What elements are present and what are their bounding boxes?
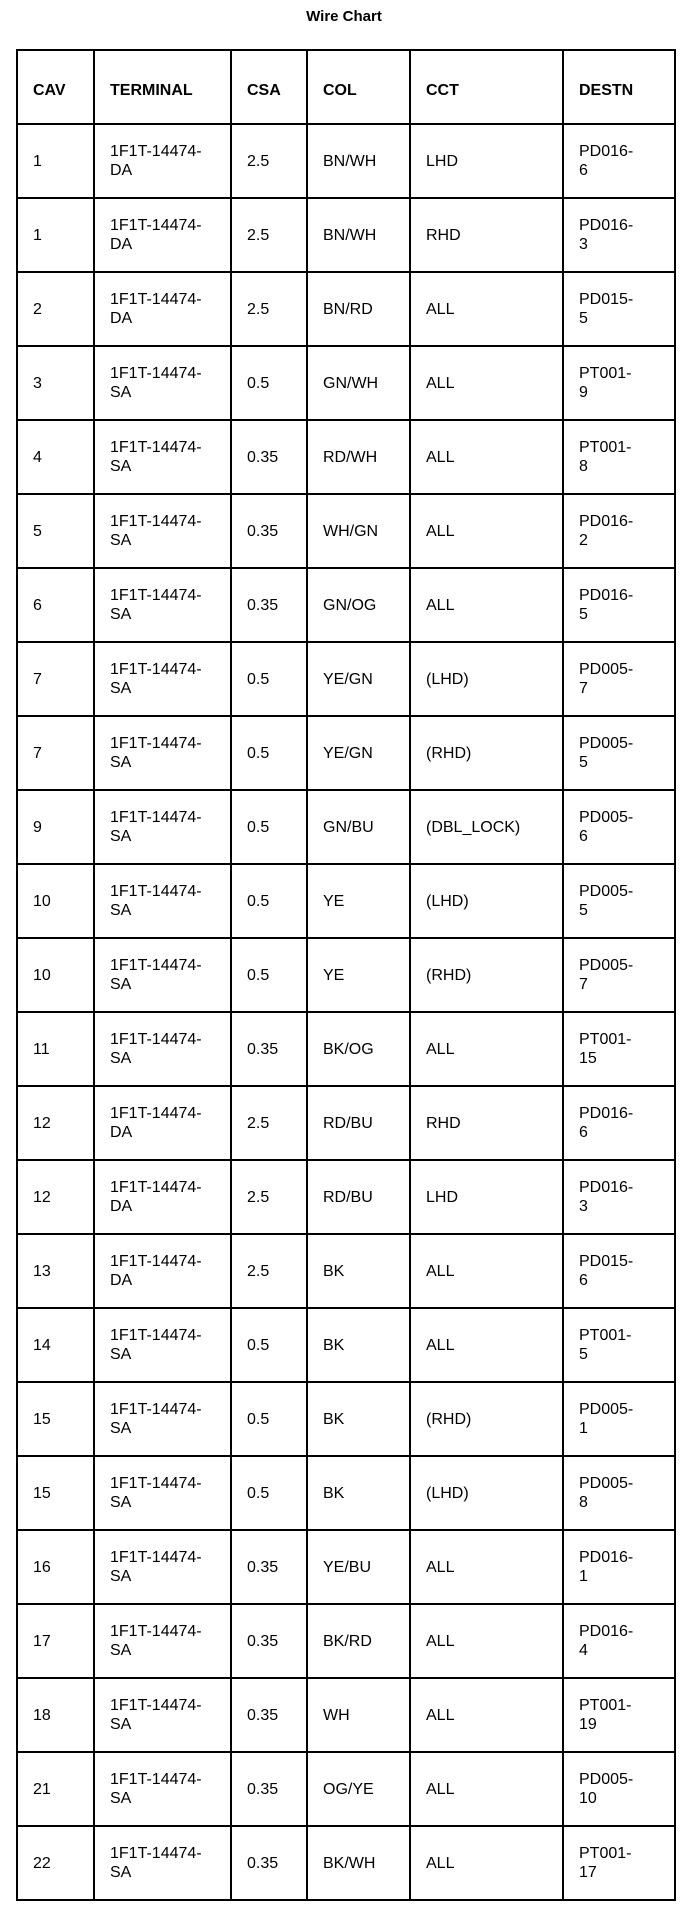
cell-cct: RHD <box>410 198 563 272</box>
cell-terminal: 1F1T-14474- SA <box>94 1012 231 1086</box>
cell-terminal: 1F1T-14474- SA <box>94 1382 231 1456</box>
cell-cct: ALL <box>410 1604 563 1678</box>
cell-cav: 18 <box>17 1678 94 1752</box>
table-row <box>17 1530 675 1604</box>
cell-destn: PD005- 10 <box>563 1752 675 1826</box>
cell-csa: 2.5 <box>231 272 307 346</box>
cell-cct: (RHD) <box>410 938 563 1012</box>
cell-cav: 7 <box>17 716 94 790</box>
cell-cct: ALL <box>410 1308 563 1382</box>
column-header-csa: CSA <box>231 50 307 124</box>
table-row <box>17 1234 675 1308</box>
cell-cct: ALL <box>410 1826 563 1900</box>
cell-cav: 3 <box>17 346 94 420</box>
cell-cav: 5 <box>17 494 94 568</box>
table-row <box>17 1456 675 1530</box>
table-row <box>17 1678 675 1752</box>
cell-col: BK <box>307 1382 410 1456</box>
cell-col: RD/WH <box>307 420 410 494</box>
column-header-terminal: TERMINAL <box>94 50 231 124</box>
table-row <box>17 198 675 272</box>
cell-csa: 0.5 <box>231 938 307 1012</box>
cell-terminal: 1F1T-14474- SA <box>94 1530 231 1604</box>
cell-csa: 0.5 <box>231 864 307 938</box>
cell-destn: PD016- 3 <box>563 198 675 272</box>
cell-terminal: 1F1T-14474- SA <box>94 1604 231 1678</box>
table-row <box>17 124 675 198</box>
cell-col: WH/GN <box>307 494 410 568</box>
cell-csa: 2.5 <box>231 1234 307 1308</box>
cell-cct: ALL <box>410 1530 563 1604</box>
cell-csa: 0.35 <box>231 568 307 642</box>
table-row <box>17 1604 675 1678</box>
cell-terminal: 1F1T-14474- DA <box>94 198 231 272</box>
cell-terminal: 1F1T-14474- DA <box>94 1086 231 1160</box>
cell-csa: 0.5 <box>231 1456 307 1530</box>
table-row <box>17 716 675 790</box>
cell-destn: PD005- 6 <box>563 790 675 864</box>
cell-csa: 2.5 <box>231 198 307 272</box>
cell-cct: LHD <box>410 124 563 198</box>
cell-terminal: 1F1T-14474- DA <box>94 272 231 346</box>
column-header-cav: CAV <box>17 50 94 124</box>
cell-terminal: 1F1T-14474- SA <box>94 346 231 420</box>
cell-cav: 6 <box>17 568 94 642</box>
cell-csa: 0.35 <box>231 1012 307 1086</box>
cell-col: GN/WH <box>307 346 410 420</box>
cell-cav: 10 <box>17 864 94 938</box>
table-row <box>17 420 675 494</box>
cell-cav: 21 <box>17 1752 94 1826</box>
cell-terminal: 1F1T-14474- DA <box>94 1160 231 1234</box>
table-row <box>17 864 675 938</box>
cell-terminal: 1F1T-14474- SA <box>94 568 231 642</box>
cell-destn: PT001- 15 <box>563 1012 675 1086</box>
cell-csa: 0.5 <box>231 1308 307 1382</box>
cell-terminal: 1F1T-14474- SA <box>94 1678 231 1752</box>
cell-csa: 0.35 <box>231 1604 307 1678</box>
cell-csa: 0.35 <box>231 494 307 568</box>
cell-cct: ALL <box>410 1678 563 1752</box>
cell-destn: PD005- 1 <box>563 1382 675 1456</box>
cell-destn: PD016- 2 <box>563 494 675 568</box>
cell-destn: PT001- 5 <box>563 1308 675 1382</box>
table-row <box>17 494 675 568</box>
cell-terminal: 1F1T-14474- SA <box>94 938 231 1012</box>
table-row <box>17 790 675 864</box>
cell-col: YE/BU <box>307 1530 410 1604</box>
table-row <box>17 1160 675 1234</box>
cell-destn: PT001- 17 <box>563 1826 675 1900</box>
cell-cav: 12 <box>17 1160 94 1234</box>
cell-terminal: 1F1T-14474- SA <box>94 1456 231 1530</box>
cell-csa: 0.35 <box>231 1530 307 1604</box>
cell-cct: ALL <box>410 420 563 494</box>
cell-destn: PD015- 6 <box>563 1234 675 1308</box>
cell-csa: 2.5 <box>231 1160 307 1234</box>
table-row <box>17 1382 675 1456</box>
cell-col: RD/BU <box>307 1160 410 1234</box>
cell-destn: PD005- 7 <box>563 938 675 1012</box>
cell-cav: 17 <box>17 1604 94 1678</box>
cell-cct: (RHD) <box>410 1382 563 1456</box>
cell-destn: PD016- 6 <box>563 1086 675 1160</box>
cell-cav: 14 <box>17 1308 94 1382</box>
table-body <box>17 124 675 1900</box>
cell-col: BK/WH <box>307 1826 410 1900</box>
column-header-col: COL <box>307 50 410 124</box>
cell-terminal: 1F1T-14474- SA <box>94 864 231 938</box>
cell-col: BK/OG <box>307 1012 410 1086</box>
cell-csa: 0.35 <box>231 420 307 494</box>
cell-cav: 12 <box>17 1086 94 1160</box>
table-row <box>17 642 675 716</box>
cell-cct: ALL <box>410 494 563 568</box>
column-header-destn: DESTN <box>563 50 675 124</box>
cell-col: WH <box>307 1678 410 1752</box>
cell-csa: 2.5 <box>231 1086 307 1160</box>
table-row <box>17 346 675 420</box>
cell-col: YE/GN <box>307 642 410 716</box>
cell-cct: ALL <box>410 346 563 420</box>
cell-terminal: 1F1T-14474- SA <box>94 790 231 864</box>
cell-cav: 2 <box>17 272 94 346</box>
cell-destn: PD015- 5 <box>563 272 675 346</box>
cell-cav: 1 <box>17 124 94 198</box>
cell-cav: 7 <box>17 642 94 716</box>
cell-csa: 0.35 <box>231 1826 307 1900</box>
table-row <box>17 1012 675 1086</box>
cell-cav: 4 <box>17 420 94 494</box>
cell-destn: PT001- 9 <box>563 346 675 420</box>
cell-terminal: 1F1T-14474- SA <box>94 494 231 568</box>
cell-destn: PD005- 8 <box>563 1456 675 1530</box>
cell-terminal: 1F1T-14474- DA <box>94 124 231 198</box>
cell-cct: (LHD) <box>410 864 563 938</box>
cell-cct: ALL <box>410 1234 563 1308</box>
cell-cav: 9 <box>17 790 94 864</box>
cell-cav: 1 <box>17 198 94 272</box>
cell-destn: PD005- 5 <box>563 716 675 790</box>
cell-cct: (RHD) <box>410 716 563 790</box>
cell-csa: 2.5 <box>231 124 307 198</box>
cell-terminal: 1F1T-14474- SA <box>94 716 231 790</box>
cell-cct: ALL <box>410 1752 563 1826</box>
cell-cav: 13 <box>17 1234 94 1308</box>
cell-cav: 15 <box>17 1456 94 1530</box>
cell-col: BN/WH <box>307 198 410 272</box>
cell-destn: PD005- 7 <box>563 642 675 716</box>
cell-cct: (LHD) <box>410 1456 563 1530</box>
cell-col: BK/RD <box>307 1604 410 1678</box>
cell-cct: ALL <box>410 568 563 642</box>
cell-csa: 0.5 <box>231 790 307 864</box>
cell-terminal: 1F1T-14474- SA <box>94 1308 231 1382</box>
cell-col: GN/OG <box>307 568 410 642</box>
cell-cct: (DBL_LOCK) <box>410 790 563 864</box>
cell-terminal: 1F1T-14474- SA <box>94 420 231 494</box>
table-row <box>17 938 675 1012</box>
cell-csa: 0.5 <box>231 1382 307 1456</box>
cell-col: YE <box>307 864 410 938</box>
cell-col: BN/WH <box>307 124 410 198</box>
cell-cav: 11 <box>17 1012 94 1086</box>
cell-destn: PD016- 5 <box>563 568 675 642</box>
column-header-cct: CCT <box>410 50 563 124</box>
cell-cav: 15 <box>17 1382 94 1456</box>
cell-cct: ALL <box>410 272 563 346</box>
cell-destn: PD016- 6 <box>563 124 675 198</box>
table-row <box>17 1752 675 1826</box>
cell-terminal: 1F1T-14474- DA <box>94 1234 231 1308</box>
cell-col: GN/BU <box>307 790 410 864</box>
cell-col: YE/GN <box>307 716 410 790</box>
cell-cct: (LHD) <box>410 642 563 716</box>
wire-chart-table <box>16 49 676 1901</box>
cell-destn: PD005- 5 <box>563 864 675 938</box>
cell-destn: PT001- 8 <box>563 420 675 494</box>
cell-destn: PD016- 3 <box>563 1160 675 1234</box>
cell-cav: 16 <box>17 1530 94 1604</box>
cell-col: RD/BU <box>307 1086 410 1160</box>
cell-csa: 0.5 <box>231 346 307 420</box>
cell-csa: 0.35 <box>231 1752 307 1826</box>
cell-csa: 0.5 <box>231 716 307 790</box>
table-row <box>17 568 675 642</box>
cell-destn: PT001- 19 <box>563 1678 675 1752</box>
cell-terminal: 1F1T-14474- SA <box>94 1752 231 1826</box>
cell-cct: ALL <box>410 1012 563 1086</box>
cell-cct: RHD <box>410 1086 563 1160</box>
table-row <box>17 1086 675 1160</box>
cell-cav: 10 <box>17 938 94 1012</box>
cell-col: YE <box>307 938 410 1012</box>
cell-destn: PD016- 1 <box>563 1530 675 1604</box>
cell-cct: LHD <box>410 1160 563 1234</box>
cell-terminal: 1F1T-14474- SA <box>94 1826 231 1900</box>
cell-destn: PD016- 4 <box>563 1604 675 1678</box>
table-row <box>17 272 675 346</box>
cell-csa: 0.5 <box>231 642 307 716</box>
cell-cav: 22 <box>17 1826 94 1900</box>
table-row <box>17 1308 675 1382</box>
cell-terminal: 1F1T-14474- SA <box>94 642 231 716</box>
table-row <box>17 1826 675 1900</box>
cell-col: BN/RD <box>307 272 410 346</box>
cell-col: OG/YE <box>307 1752 410 1826</box>
cell-col: BK <box>307 1308 410 1382</box>
cell-col: BK <box>307 1456 410 1530</box>
header-row <box>17 50 675 124</box>
page-title: Wire Chart <box>306 8 382 25</box>
cell-col: BK <box>307 1234 410 1308</box>
cell-csa: 0.35 <box>231 1678 307 1752</box>
